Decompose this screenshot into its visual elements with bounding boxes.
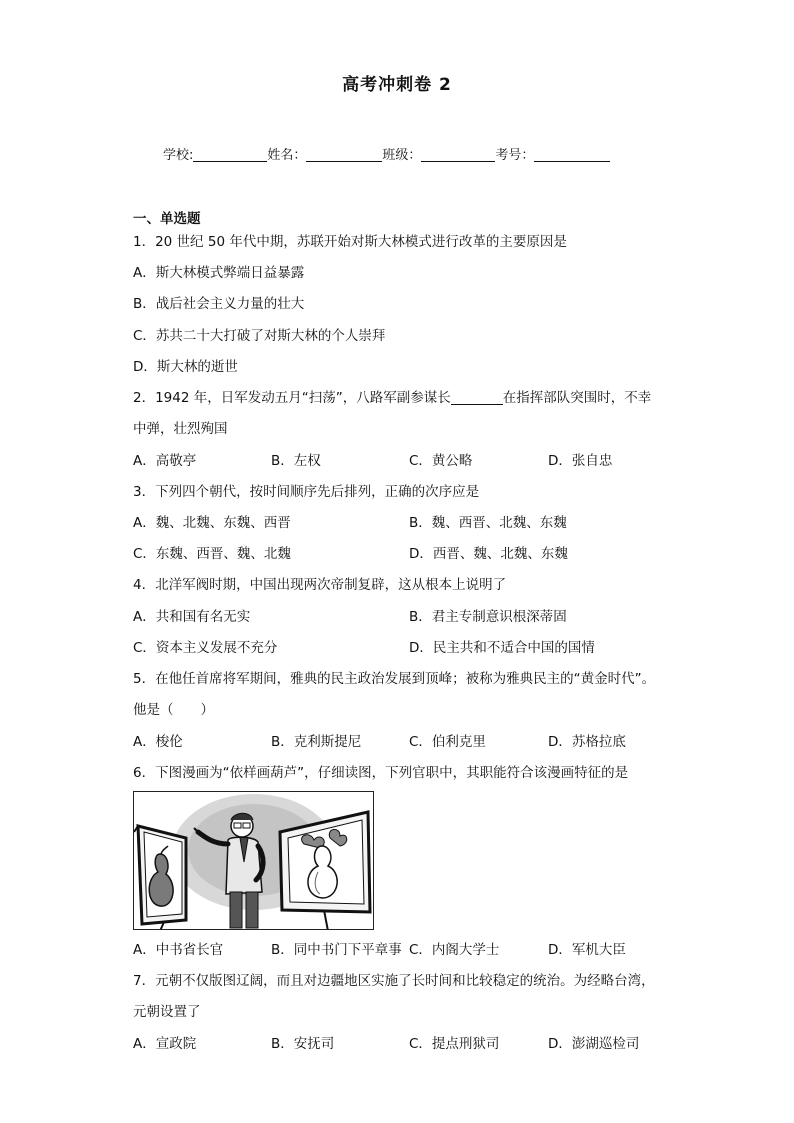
question-5-text-line2: 他是（ ）	[133, 702, 214, 718]
question-3-text: 3．下列四个朝代，按时间顺序先后排列，正确的次序应是	[133, 484, 480, 500]
question-3-option-c[interactable]: C．东魏、西晋、魏、北魏	[133, 546, 291, 562]
question-4-option-a[interactable]: A．共和国有名无实	[133, 609, 251, 625]
question-5-option-b[interactable]: B．克利斯提尼	[271, 734, 362, 750]
question-7-text-line2: 元朝设置了	[133, 1004, 201, 1020]
question-2-option-d[interactable]: D．张自忠	[548, 453, 613, 469]
question-1-option-a[interactable]: A．斯大林模式弊端日益暴露	[133, 265, 305, 281]
question-2-text-line2: 中弹，壮烈殉国	[133, 421, 228, 437]
page-title: 高考冲刺卷 2	[342, 75, 452, 95]
question-1-option-b[interactable]: B．战后社会主义力量的壮大	[133, 296, 305, 312]
school-label: 学校:	[163, 148, 194, 163]
name-label: 姓名：	[267, 148, 307, 163]
question-4-option-d[interactable]: D．民主共和不适合中国的国情	[409, 640, 595, 656]
question-3-option-a[interactable]: A．魏、北魏、东魏、西晋	[133, 515, 291, 531]
question-5-option-d[interactable]: D．苏格拉底	[548, 734, 626, 750]
question-2-option-c[interactable]: C．黄公略	[409, 453, 473, 469]
section-heading: 一、单选题	[133, 211, 201, 227]
student-info-row	[163, 144, 610, 163]
question-2-text-before-blank: 2．1942 年，日军发动五月“扫荡”，八路军副参谋长	[133, 390, 451, 406]
question-1-option-c[interactable]: C．苏共二十大打破了对斯大林的个人崇拜	[133, 328, 386, 344]
question-2-option-a[interactable]: A．高敬亭	[133, 453, 197, 469]
class-blank[interactable]	[421, 147, 495, 162]
question-6-option-b[interactable]: B．同中书门下平章事	[271, 942, 402, 958]
school-blank[interactable]	[193, 147, 267, 162]
question-6-option-c[interactable]: C．内阁大学士	[409, 942, 500, 958]
question-4-option-c[interactable]: C．资本主义发展不充分	[133, 640, 278, 656]
question-1-text: 1．20 世纪 50 年代中期，苏联开始对斯大林模式进行改革的主要原因是	[133, 234, 567, 250]
question-4-text: 4．北洋军阀时期，中国出现两次帝制复辟，这从根本上说明了	[133, 577, 507, 593]
question-3-option-b[interactable]: B．魏、西晋、北魏、东魏	[409, 515, 567, 531]
question-2-blank	[451, 390, 503, 405]
question-4-option-b[interactable]: B．君主专制意识根深蒂固	[409, 609, 567, 625]
question-5-option-a[interactable]: A．梭伦	[133, 734, 183, 750]
question-7-option-d[interactable]: D．澎湖巡检司	[548, 1036, 640, 1052]
exam-no-blank[interactable]	[534, 147, 610, 162]
cartoon-figure	[133, 791, 374, 930]
class-label: 班级：	[382, 148, 422, 163]
question-5-text: 5．在他任首席将军期间，雅典的民主政治发展到顶峰；被称为雅典民主的“黄金时代”。	[133, 671, 656, 687]
question-7-text: 7．元朝不仅版图辽阔，而且对边疆地区实施了长时间和比较稳定的统治。为经略台湾，	[133, 973, 655, 989]
question-7-option-b[interactable]: B．安抚司	[271, 1036, 335, 1052]
question-5-option-c[interactable]: C．伯利克里	[409, 734, 486, 750]
question-2-text-after-blank: 在指挥部队突围时，不幸	[502, 390, 652, 406]
question-3-option-d[interactable]: D．西晋、魏、北魏、东魏	[409, 546, 568, 562]
question-7-option-a[interactable]: A．宣政院	[133, 1036, 197, 1052]
question-2-text	[133, 389, 651, 407]
name-blank[interactable]	[306, 147, 382, 162]
question-7-option-c[interactable]: C．提点刑狱司	[409, 1036, 500, 1052]
question-6-option-a[interactable]: A．中书省长官	[133, 942, 224, 958]
question-1-option-d[interactable]: D．斯大林的逝世	[133, 359, 238, 375]
gourd-cartoon-illustration	[134, 792, 374, 930]
question-6-text: 6．下图漫画为“依样画葫芦”，仔细读图，下列官职中，其职能符合该漫画特征的是	[133, 765, 629, 781]
question-6-option-d[interactable]: D．军机大臣	[548, 942, 626, 958]
exam-no-label: 考号：	[495, 148, 535, 163]
question-2-option-b[interactable]: B．左权	[271, 453, 321, 469]
